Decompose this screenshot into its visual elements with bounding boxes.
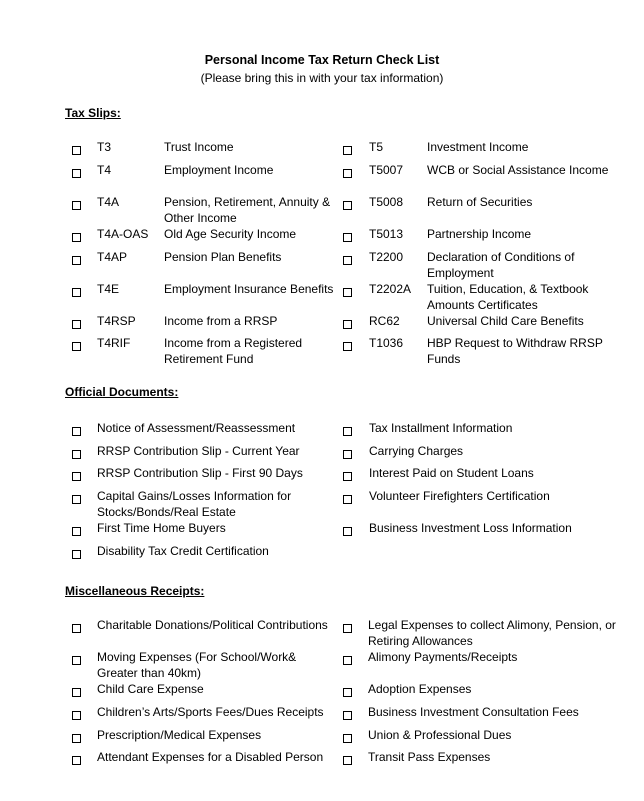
slip-code: T3 xyxy=(97,140,112,154)
item-description: Tuition, Education, & Textbook Amounts Certificates xyxy=(427,282,589,312)
item-description: Universal Child Care Benefits xyxy=(427,314,584,328)
checkbox[interactable] xyxy=(72,201,81,210)
item-description: Volunteer Firefighters Certification xyxy=(369,489,550,503)
checkbox[interactable] xyxy=(72,550,81,559)
checkbox[interactable] xyxy=(343,256,352,265)
checkbox[interactable] xyxy=(343,169,352,178)
item-description: Carrying Charges xyxy=(369,444,464,458)
item-description: Partnership Income xyxy=(427,227,532,241)
slip-code: RC62 xyxy=(369,314,400,328)
checkbox[interactable] xyxy=(72,288,81,297)
slip-code: T4RIF xyxy=(97,336,131,350)
checkbox[interactable] xyxy=(72,472,81,481)
checkbox[interactable] xyxy=(343,450,352,459)
checkbox[interactable] xyxy=(343,688,352,697)
item-description: Transit Pass Expenses xyxy=(368,750,491,764)
checkbox[interactable] xyxy=(72,756,81,765)
checkbox[interactable] xyxy=(72,688,81,697)
page-subtitle: (Please bring this in with your tax information) xyxy=(200,71,444,85)
slip-code: T2200 xyxy=(369,250,404,264)
item-description: Employment Income xyxy=(164,163,274,177)
item-description: Legal Expenses to collect Alimony, Pension, or Retiring Allowances xyxy=(368,618,616,648)
section-heading-misc-receipts: Miscellaneous Receipts: xyxy=(65,584,205,598)
item-description: RRSP Contribution Slip - Current Year xyxy=(97,444,300,458)
checkbox[interactable] xyxy=(343,656,352,665)
item-description: Union & Professional Dues xyxy=(368,728,512,742)
item-description: Capital Gains/Losses Information for Stocks/Bonds/Real Estate xyxy=(97,489,292,519)
item-description: Tax Installment Information xyxy=(369,421,513,435)
section-heading-official-documents: Official Documents: xyxy=(65,385,179,399)
item-description: Adoption Expenses xyxy=(368,682,472,696)
slip-code: T4A-OAS xyxy=(97,227,149,241)
slip-code: T4AP xyxy=(97,250,128,264)
item-description: Prescription/Medical Expenses xyxy=(97,728,262,742)
checkbox[interactable] xyxy=(343,146,352,155)
checkbox[interactable] xyxy=(343,201,352,210)
checkbox[interactable] xyxy=(72,320,81,329)
item-description: Interest Paid on Student Loans xyxy=(369,466,534,480)
item-description: Child Care Expense xyxy=(97,682,204,696)
slip-code: T4A xyxy=(97,195,120,209)
checkbox[interactable] xyxy=(343,734,352,743)
checkbox[interactable] xyxy=(343,756,352,765)
item-description: Declaration of Conditions of Employment xyxy=(427,250,575,280)
section-heading-tax-slips: Tax Slips: xyxy=(65,106,121,120)
item-description: Employment Insurance Benefits xyxy=(164,282,334,296)
checkbox[interactable] xyxy=(72,450,81,459)
item-description: Moving Expenses (For School/Work& Greater than 40km) xyxy=(97,650,297,680)
checkbox[interactable] xyxy=(343,495,352,504)
item-description: Income from a RRSP xyxy=(164,314,278,328)
item-description: Attendant Expenses for a Disabled Person xyxy=(97,750,324,764)
checkbox[interactable] xyxy=(343,711,352,720)
item-description: RRSP Contribution Slip - First 90 Days xyxy=(97,466,303,480)
slip-code: T4 xyxy=(97,163,112,177)
checkbox[interactable] xyxy=(343,472,352,481)
item-description: Alimony Payments/Receipts xyxy=(368,650,518,664)
checkbox[interactable] xyxy=(343,527,352,536)
item-description: HBP Request to Withdraw RRSP Funds xyxy=(427,336,603,366)
checkbox[interactable] xyxy=(72,734,81,743)
checkbox[interactable] xyxy=(72,711,81,720)
slip-code: T1036 xyxy=(369,336,404,350)
item-description: Pension Plan Benefits xyxy=(164,250,282,264)
slip-code: T5007 xyxy=(369,163,404,177)
checkbox[interactable] xyxy=(72,495,81,504)
checkbox[interactable] xyxy=(72,233,81,242)
checkbox[interactable] xyxy=(72,342,81,351)
item-description: Business Investment Consultation Fees xyxy=(368,705,579,719)
item-description: Charitable Donations/Political Contributions xyxy=(97,618,328,632)
slip-code: T5 xyxy=(369,140,384,154)
slip-code: T5008 xyxy=(369,195,404,209)
item-description: Business Investment Loss Information xyxy=(369,521,572,535)
item-description: Income from a Registered Retirement Fund xyxy=(164,336,303,366)
checkbox[interactable] xyxy=(343,288,352,297)
checkbox[interactable] xyxy=(72,427,81,436)
checkbox[interactable] xyxy=(72,256,81,265)
checkbox[interactable] xyxy=(343,427,352,436)
item-description: Old Age Security Income xyxy=(164,227,297,241)
item-description: Trust Income xyxy=(164,140,234,154)
checkbox[interactable] xyxy=(343,624,352,633)
checkbox[interactable] xyxy=(343,233,352,242)
item-description: Children’s Arts/Sports Fees/Dues Receipts xyxy=(97,705,324,719)
slip-code: T2202A xyxy=(369,282,412,296)
item-description: Investment Income xyxy=(427,140,529,154)
checkbox[interactable] xyxy=(72,169,81,178)
checkbox[interactable] xyxy=(72,146,81,155)
item-description: First Time Home Buyers xyxy=(97,521,226,535)
item-description: WCB or Social Assistance Income xyxy=(427,163,609,177)
item-description: Return of Securities xyxy=(427,195,533,209)
checkbox[interactable] xyxy=(343,320,352,329)
item-description: Pension, Retirement, Annuity & Other Income xyxy=(164,195,331,225)
checkbox[interactable] xyxy=(343,342,352,351)
checkbox[interactable] xyxy=(72,624,81,633)
slip-code: T4RSP xyxy=(97,314,136,328)
slip-code: T5013 xyxy=(369,227,404,241)
slip-code: T4E xyxy=(97,282,120,296)
checkbox[interactable] xyxy=(72,656,81,665)
item-description: Disability Tax Credit Certification xyxy=(97,544,269,558)
checkbox[interactable] xyxy=(72,527,81,536)
item-description: Notice of Assessment/Reassessment xyxy=(97,421,296,435)
page-title: Personal Income Tax Return Check List xyxy=(204,53,440,67)
